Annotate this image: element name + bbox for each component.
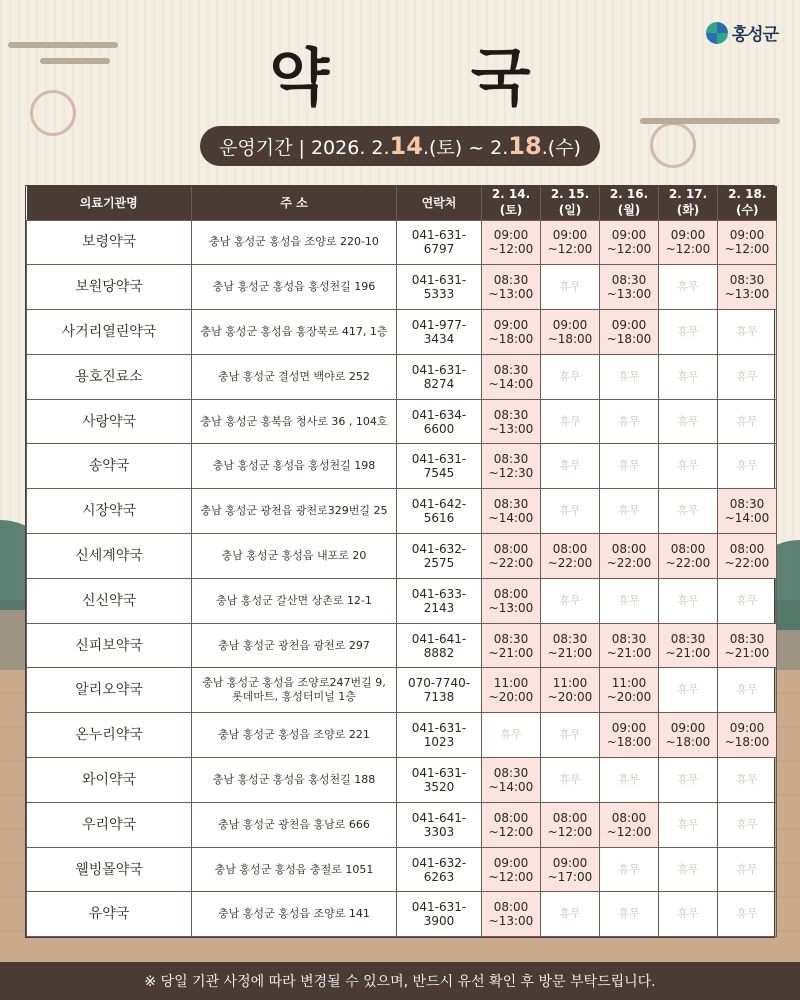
column-header: 2. 18.(수) — [718, 186, 777, 220]
pharmacy-address: 충남 홍성군 홍성읍 홍성천길 198 — [192, 444, 397, 489]
pharmacy-address: 충남 홍성군 홍성읍 조양로247번길 9, 롯데마트, 홍성터미널 1층 — [192, 668, 397, 713]
pharmacy-phone: 041-641-3303 — [397, 802, 482, 847]
pharmacy-phone: 070-7740-7138 — [397, 668, 482, 713]
pharmacy-name: 사랑약국 — [27, 399, 192, 444]
table-row — [27, 802, 777, 847]
pharmacy-phone: 041-631-5333 — [397, 265, 482, 310]
page-title: 약 국 — [269, 41, 591, 114]
pharmacy-phone: 041-977-3434 — [397, 310, 482, 355]
column-header: 연락처 — [397, 186, 482, 220]
pharmacy-address: 충남 홍성군 결성면 백야로 252 — [192, 354, 397, 399]
closed-cell: 휴무 — [541, 444, 600, 489]
closed-cell: 휴무 — [541, 399, 600, 444]
wave-circle-decoration — [650, 122, 696, 168]
closed-cell: 휴무 — [659, 802, 718, 847]
hours-cell: 08:00 ~22:00 — [718, 534, 777, 579]
pharmacy-name: 우리약국 — [27, 802, 192, 847]
closed-cell: 휴무 — [659, 354, 718, 399]
table-row — [27, 265, 777, 310]
pharmacy-phone: 041-631-3900 — [397, 892, 482, 937]
table-row — [27, 847, 777, 892]
hours-cell: 08:00 ~22:00 — [659, 534, 718, 579]
pharmacy-address: 충남 홍성군 광천읍 광천로 297 — [192, 623, 397, 668]
hours-cell: 09:00 ~12:00 — [659, 220, 718, 265]
column-header: 2. 17.(화) — [659, 186, 718, 220]
table-row — [27, 892, 777, 937]
pharmacy-phone: 041-634-6600 — [397, 399, 482, 444]
hours-cell: 08:30 ~21:00 — [718, 623, 777, 668]
closed-cell: 휴무 — [659, 847, 718, 892]
operation-period-banner — [200, 126, 600, 166]
hours-cell: 09:00 ~18:00 — [659, 713, 718, 758]
closed-cell: 휴무 — [600, 444, 659, 489]
closed-cell: 휴무 — [718, 310, 777, 355]
pharmacy-name: 웰빙몰약국 — [27, 847, 192, 892]
closed-cell: 휴무 — [718, 758, 777, 803]
table-row — [27, 489, 777, 534]
pharmacy-name: 신피보약국 — [27, 623, 192, 668]
hours-cell: 08:00 ~22:00 — [541, 534, 600, 579]
pharmacy-address: 충남 홍성군 홍성읍 홍장북로 417, 1층 — [192, 310, 397, 355]
pharmacy-name: 신신약국 — [27, 578, 192, 623]
hours-cell: 09:00 ~12:00 — [482, 847, 541, 892]
hours-cell: 08:30 ~14:00 — [482, 354, 541, 399]
hours-cell: 08:00 ~12:00 — [600, 802, 659, 847]
pharmacy-address: 충남 홍성군 광천읍 홍남로 666 — [192, 802, 397, 847]
closed-cell: 휴무 — [659, 892, 718, 937]
pharmacy-phone: 041-631-7545 — [397, 444, 482, 489]
hours-cell: 08:30 ~14:00 — [482, 758, 541, 803]
closed-cell: 휴무 — [600, 892, 659, 937]
hours-cell: 08:00 ~12:00 — [541, 802, 600, 847]
table-row — [27, 758, 777, 803]
closed-cell: 휴무 — [659, 489, 718, 534]
table-row — [27, 623, 777, 668]
closed-cell: 휴무 — [600, 489, 659, 534]
hours-cell: 09:00 ~12:00 — [718, 220, 777, 265]
period-start-day: 14 — [389, 132, 423, 160]
pharmacy-address: 충남 홍성군 홍북읍 청사로 36 , 104호 — [192, 399, 397, 444]
notice-footer: ※ 당일 기관 사정에 따라 변경될 수 있으며, 반드시 유선 확인 후 방문 부탁드립니다. — [0, 962, 800, 1000]
pharmacy-phone: 041-633-2143 — [397, 578, 482, 623]
pharmacy-name: 온누리약국 — [27, 713, 192, 758]
hours-cell: 09:00 ~18:00 — [541, 310, 600, 355]
hours-cell: 08:00 ~22:00 — [482, 534, 541, 579]
closed-cell: 휴무 — [600, 354, 659, 399]
table-row — [27, 354, 777, 399]
closed-cell: 휴무 — [718, 354, 777, 399]
closed-cell: 휴무 — [541, 265, 600, 310]
closed-cell: 휴무 — [541, 578, 600, 623]
closed-cell: 휴무 — [541, 758, 600, 803]
hours-cell: 08:30 ~13:00 — [718, 265, 777, 310]
closed-cell: 휴무 — [541, 489, 600, 534]
hours-cell: 08:00 ~13:00 — [482, 578, 541, 623]
period-prefix: 운영기간 | 2026. 2. — [219, 136, 390, 159]
pharmacy-name: 와이약국 — [27, 758, 192, 803]
hours-cell: 09:00 ~18:00 — [600, 310, 659, 355]
pharmacy-address: 충남 홍성군 갈산면 상촌로 12-1 — [192, 578, 397, 623]
pharmacy-name: 알리오약국 — [27, 668, 192, 713]
closed-cell: 휴무 — [718, 802, 777, 847]
hours-cell: 09:00 ~12:00 — [482, 220, 541, 265]
pharmacy-name: 유약국 — [27, 892, 192, 937]
pharmacy-address: 충남 홍성군 홍성읍 조양로 220-10 — [192, 220, 397, 265]
pharmacy-phone: 041-631-3520 — [397, 758, 482, 803]
hours-cell: 09:00 ~18:00 — [718, 713, 777, 758]
table-row — [27, 578, 777, 623]
closed-cell: 휴무 — [600, 578, 659, 623]
table-row — [27, 399, 777, 444]
hours-cell: 08:30 ~13:00 — [482, 265, 541, 310]
hours-cell: 09:00 ~18:00 — [600, 713, 659, 758]
hours-cell: 08:00 ~12:00 — [482, 802, 541, 847]
hours-cell: 09:00 ~12:00 — [600, 220, 659, 265]
table-row — [27, 668, 777, 713]
closed-cell: 휴무 — [600, 847, 659, 892]
table-row — [27, 444, 777, 489]
hours-cell: 08:30 ~14:00 — [718, 489, 777, 534]
pharmacy-schedule-table — [25, 185, 775, 938]
hours-cell: 08:30 ~21:00 — [482, 623, 541, 668]
column-header: 2. 15.(일) — [541, 186, 600, 220]
hours-cell: 11:00 ~20:00 — [482, 668, 541, 713]
closed-cell: 휴무 — [659, 668, 718, 713]
closed-cell: 휴무 — [600, 399, 659, 444]
closed-cell: 휴무 — [659, 265, 718, 310]
table-header-row — [27, 186, 777, 220]
hours-cell: 11:00 ~20:00 — [600, 668, 659, 713]
pharmacy-address: 충남 홍성군 광천읍 광천로329번길 25 — [192, 489, 397, 534]
cloud-decoration — [640, 118, 780, 124]
table-row — [27, 713, 777, 758]
pharmacy-phone: 041-632-2575 — [397, 534, 482, 579]
pharmacy-phone: 041-632-6263 — [397, 847, 482, 892]
table-row — [27, 534, 777, 579]
pharmacy-address: 충남 홍성군 홍성읍 조양로 141 — [192, 892, 397, 937]
closed-cell: 휴무 — [482, 713, 541, 758]
hours-cell: 09:00 ~18:00 — [482, 310, 541, 355]
pharmacy-name: 용호진료소 — [27, 354, 192, 399]
hours-cell: 08:30 ~13:00 — [482, 399, 541, 444]
hours-cell: 11:00 ~20:00 — [541, 668, 600, 713]
closed-cell: 휴무 — [659, 444, 718, 489]
column-header: 의료기관명 — [27, 186, 192, 220]
closed-cell: 휴무 — [718, 892, 777, 937]
pharmacy-phone: 041-642-5616 — [397, 489, 482, 534]
pharmacy-phone: 041-631-1023 — [397, 713, 482, 758]
pharmacy-name: 보원당약국 — [27, 265, 192, 310]
closed-cell: 휴무 — [718, 847, 777, 892]
pharmacy-phone: 041-631-6797 — [397, 220, 482, 265]
column-header: 2. 14.(토) — [482, 186, 541, 220]
pharmacy-name: 시장약국 — [27, 489, 192, 534]
closed-cell: 휴무 — [600, 758, 659, 803]
pharmacy-name: 신세계약국 — [27, 534, 192, 579]
closed-cell: 휴무 — [718, 399, 777, 444]
county-logo-text: 홍성군 — [731, 25, 778, 45]
closed-cell: 휴무 — [659, 578, 718, 623]
hours-cell: 08:30 ~12:30 — [482, 444, 541, 489]
hours-cell: 08:30 ~21:00 — [541, 623, 600, 668]
closed-cell: 휴무 — [718, 668, 777, 713]
hours-cell: 09:00 ~17:00 — [541, 847, 600, 892]
hours-cell: 08:30 ~13:00 — [600, 265, 659, 310]
pharmacy-phone: 041-631-8274 — [397, 354, 482, 399]
table-row — [27, 310, 777, 355]
closed-cell: 휴무 — [541, 713, 600, 758]
closed-cell: 휴무 — [659, 310, 718, 355]
hours-cell: 08:30 ~21:00 — [659, 623, 718, 668]
pharmacy-address: 충남 홍성군 홍성읍 내포로 20 — [192, 534, 397, 579]
period-end-weekday: .(수) — [541, 136, 581, 159]
hours-cell: 09:00 ~12:00 — [541, 220, 600, 265]
pharmacy-address: 충남 홍성군 홍성읍 조양로 221 — [192, 713, 397, 758]
hours-cell: 08:00 ~13:00 — [482, 892, 541, 937]
period-end-day: 18 — [508, 132, 542, 160]
table-row — [27, 220, 777, 265]
pharmacy-name: 송약국 — [27, 444, 192, 489]
pharmacy-address: 충남 홍성군 홍성읍 홍성천길 196 — [192, 265, 397, 310]
pharmacy-name: 사거리열린약국 — [27, 310, 192, 355]
pharmacy-phone: 041-641-8882 — [397, 623, 482, 668]
pharmacy-address: 충남 홍성군 홍성읍 충절로 1051 — [192, 847, 397, 892]
pharmacy-name: 보령약국 — [27, 220, 192, 265]
hours-cell: 08:30 ~14:00 — [482, 489, 541, 534]
closed-cell: 휴무 — [659, 399, 718, 444]
hours-cell: 08:00 ~22:00 — [600, 534, 659, 579]
closed-cell: 휴무 — [718, 578, 777, 623]
closed-cell: 휴무 — [659, 758, 718, 803]
period-start-weekday: .(토) ~ 2. — [422, 136, 509, 159]
closed-cell: 휴무 — [541, 892, 600, 937]
column-header: 주 소 — [192, 186, 397, 220]
closed-cell: 휴무 — [718, 444, 777, 489]
column-header: 2. 16.(월) — [600, 186, 659, 220]
hours-cell: 08:30 ~21:00 — [600, 623, 659, 668]
closed-cell: 휴무 — [541, 354, 600, 399]
pharmacy-address: 충남 홍성군 홍성읍 홍성천길 188 — [192, 758, 397, 803]
